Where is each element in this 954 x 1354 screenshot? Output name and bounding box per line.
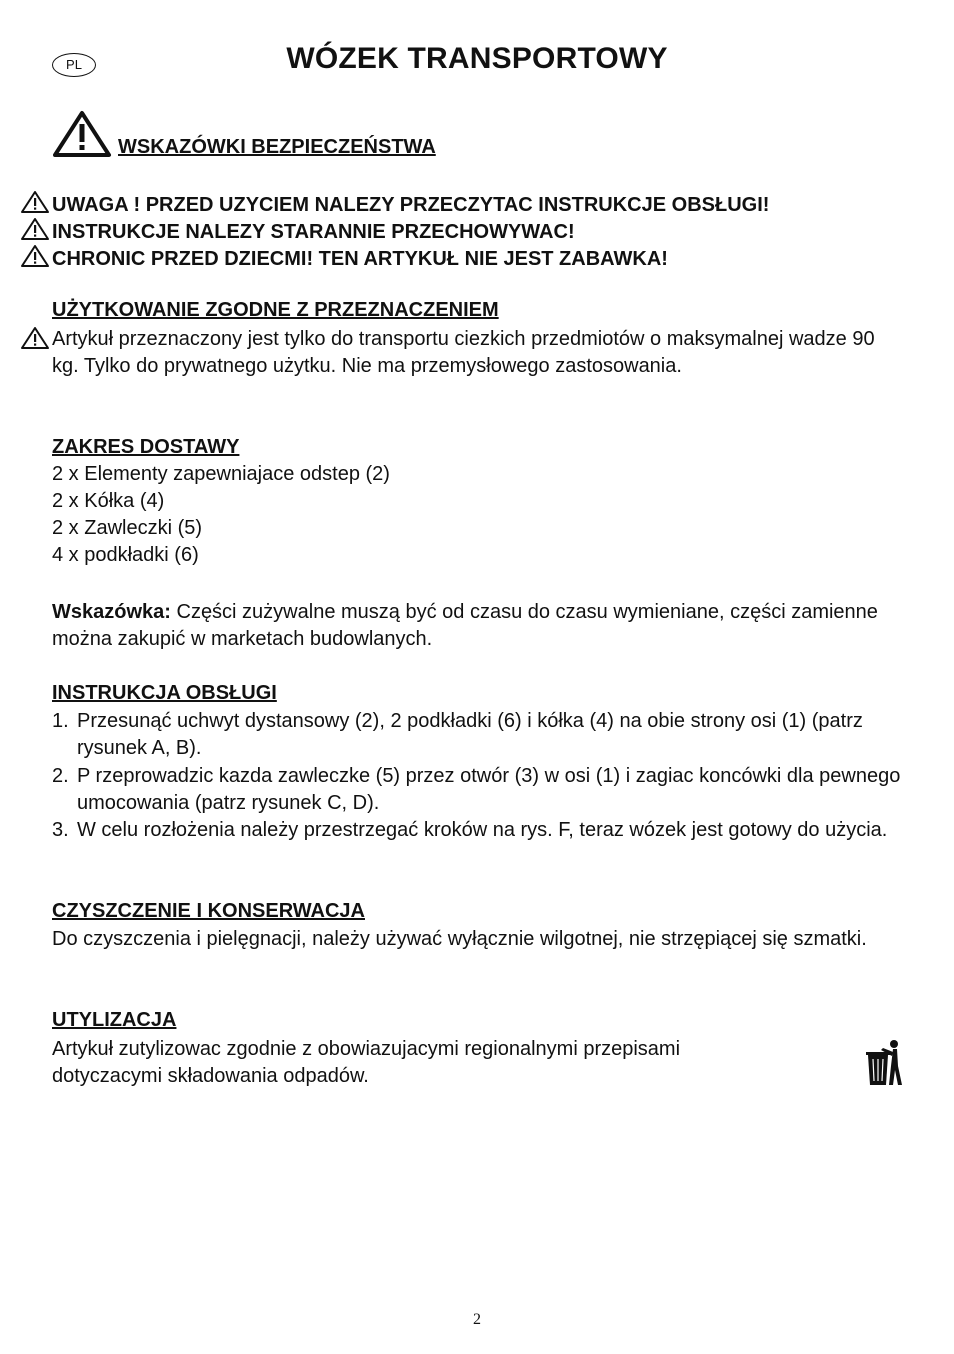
large-warning-icon: [52, 110, 112, 158]
delivery-heading: ZAKRES DOSTAWY: [52, 436, 240, 458]
step-text: W celu rozłożenia należy przestrzegać kroków na rys. F, teraz wózek jest gotowy do użycia.: [77, 819, 888, 841]
warning-text: CHRONIC PRZED DZIECMI! TEN ARTYKUŁ NIE JEST ZABAWKA!: [52, 248, 668, 270]
hint-text: Części zużywalne muszą być od czasu do czasu wymieniane, części zamienne można zakupić w marketach budowlanych.: [52, 601, 878, 650]
instruction-step: [52, 708, 902, 762]
step-number: 3.: [52, 819, 69, 841]
warning-text: UWAGA ! PRZED UZYCIEM NALEZY PRZECZYTAC INSTRUKCJE OBSŁUGI!: [52, 194, 770, 216]
safety-heading-label: WSKAZÓWKI BEZPIECZEŃSTWA: [118, 136, 436, 158]
intended-use-text: Artykuł przeznaczony jest tylko do transportu ciezkich przedmiotów o maksymalnej wadze 90 kg. Tylko do prywatnego użytku. Nie ma przemysłowego zastosowania.: [52, 328, 875, 377]
instructions-heading: INSTRUKCJA OBSŁUGI: [52, 682, 277, 704]
cleaning-heading: CZYSZCZENIE I KONSERWACJA: [52, 900, 365, 922]
step-number: 2.: [52, 765, 69, 787]
list-item: 2 x Elementy zapewniajace odstep (2): [52, 463, 390, 485]
list-item: 4 x podkładki (6): [52, 544, 199, 566]
warning-icon: [20, 217, 50, 241]
warning-line: [20, 244, 668, 271]
cleaning-text: Do czyszczenia i pielęgnacji, należy używać wyłącznie wilgotnej, nie strzępiącej się szmatki.: [52, 928, 867, 950]
intended-use-heading: UŻYTKOWANIE ZGODNE Z PRZEZNACZENIEM: [52, 299, 499, 321]
warning-line: [20, 217, 575, 244]
warning-icon: [20, 326, 50, 350]
step-text: P rzeprowadzic kazda zawleczke (5) przez otwór (3) w osi (1) i zagiac koncówki dla pewnego umocowania (patrz rysunek C, D).: [77, 765, 901, 814]
page-number: 2: [473, 1311, 481, 1328]
language-badge: PL: [52, 53, 96, 77]
step-text: Przesunąć uchwyt dystansowy (2), 2 podkładki (6) i kółka (4) na obie strony osi (1) (patrz rysunek A, B).: [77, 710, 863, 759]
tidyman-trash-icon: [863, 1038, 907, 1088]
hint-paragraph: [52, 599, 902, 653]
disposal-text: Artykuł zutylizowac zgodnie z obowiazujacymi regionalnymi przepisami dotyczacymi składowania odpadów.: [52, 1038, 681, 1087]
instruction-step: [52, 817, 902, 844]
warning-text: INSTRUKCJE NALEZY STARANNIE PRZECHOWYWAC!: [52, 221, 575, 243]
hint-label: Wskazówka:: [52, 601, 171, 623]
page-title: WÓZEK TRANSPORTOWY: [286, 42, 668, 75]
disposal-heading: UTYLIZACJA: [52, 1009, 177, 1031]
warning-line: [20, 190, 769, 217]
list-item: 2 x Zawleczki (5): [52, 517, 203, 539]
warning-icon: [20, 190, 50, 214]
step-number: 1.: [52, 710, 69, 732]
warning-icon: [20, 244, 50, 268]
instruction-step: [52, 763, 902, 817]
list-item: 2 x Kółka (4): [52, 490, 165, 512]
